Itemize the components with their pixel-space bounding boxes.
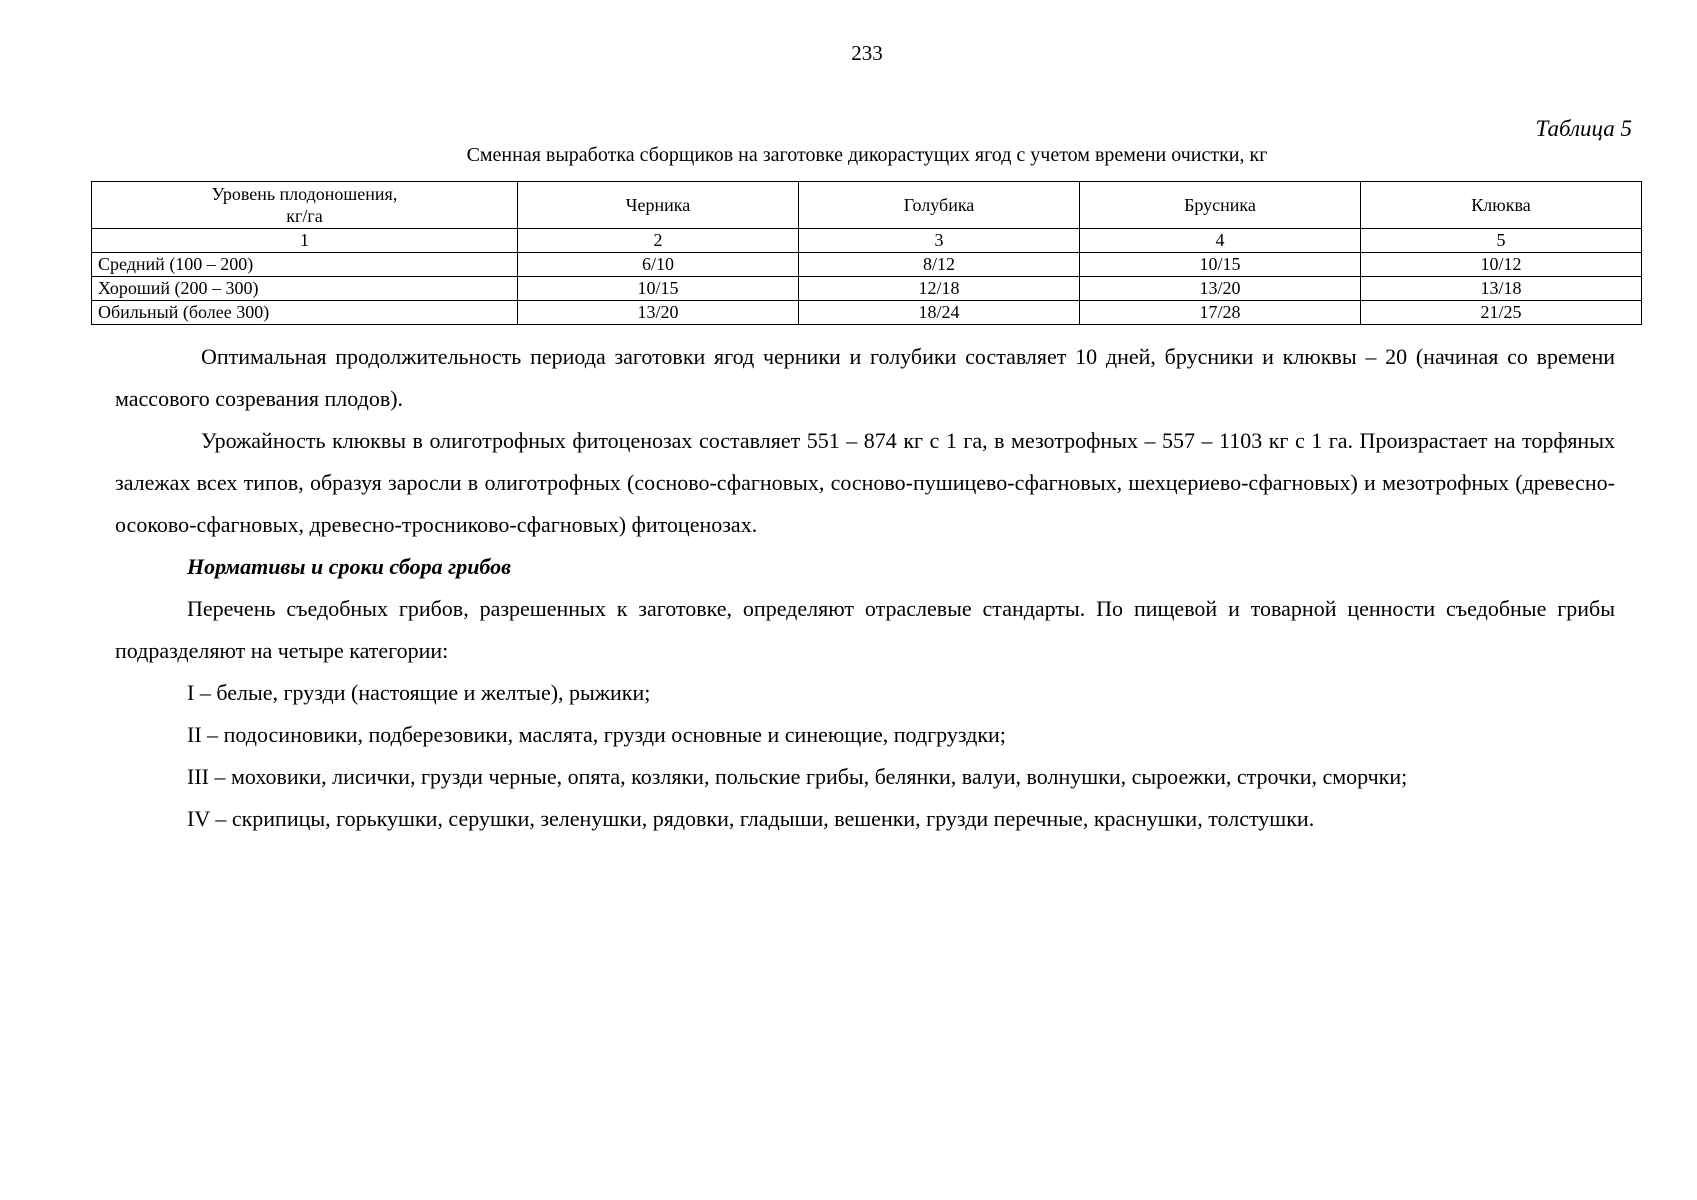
table-row [92, 253, 1642, 277]
list-item: III – моховики, лисички, грузди черные, опята, козляки, польские грибы, белянки, валуи, волнушки, сыроежки, строчки, сморчки; [187, 764, 1408, 789]
header-bog-bilberry: Голубика [799, 182, 1080, 229]
table-title: Сменная выработка сборщиков на заготовке дикорастущих ягод с учетом времени очистки, кг [466, 144, 1268, 166]
table-row [92, 301, 1642, 325]
header-level [92, 182, 518, 229]
paragraph-harvest-period: Оптимальная продолжительность периода заготовки ягод черники и голубики составляет 10 дней, брусники и клюквы – 20 (начиная со времени массового созревания плодов). [115, 344, 1615, 411]
yield-table [91, 181, 1642, 325]
table-header-row [92, 182, 1642, 229]
header-blueberry: Черника [518, 182, 799, 229]
row-label: Хороший (200 – 300) [92, 277, 518, 301]
list-item: IV – скрипицы, горькушки, серушки, зеленушки, рядовки, гладыши, вешенки, грузди перечные, краснушки, толстушки. [187, 806, 1315, 831]
table-cell: 17/28 [1080, 301, 1361, 325]
header-lingonberry: Брусника [1080, 182, 1361, 229]
table-cell: 10/15 [518, 277, 799, 301]
header-level-line1: Уровень плодоношения, [211, 184, 398, 204]
table-label: Таблица 5 [1535, 116, 1632, 141]
table-cell: 10/12 [1361, 253, 1642, 277]
list-item: I – белые, грузди (настоящие и желтые), рыжики; [187, 680, 651, 705]
page-number: 233 [851, 41, 883, 65]
paragraph-cranberry-yield: Урожайность клюквы в олиготрофных фитоценозах составляет 551 – 874 кг с 1 га, в мезотрофных – 557 – 1103 кг с 1 га. Произрастает на торфяных залежах всех типов, образуя заросли в олиготрофных (сосново-сфагновых, сосново-пушицево-сфагновых, шехцериево-сфагновых) и мезотрофных (древесно-осоково-сфагновых, древесно-тросниково-сфагновых) фитоценозах. [115, 428, 1615, 537]
paragraph-mushroom-standards: Перечень съедобных грибов, разрешенных к заготовке, определяют отраслевые стандарты. По пищевой и товарной ценности съедобные грибы подразделяют на четыре категории: [115, 596, 1615, 663]
body-text [115, 336, 1615, 840]
table-cell: 13/18 [1361, 277, 1642, 301]
row-label: Обильный (более 300) [92, 301, 518, 325]
row-label: Средний (100 – 200) [92, 253, 518, 277]
table-cell: 8/12 [799, 253, 1080, 277]
col-number: 3 [799, 229, 1080, 253]
table-cell: 18/24 [799, 301, 1080, 325]
table-cell: 12/18 [799, 277, 1080, 301]
table-cell: 13/20 [1080, 277, 1361, 301]
header-level-line2: кг/га [286, 206, 323, 226]
col-number: 4 [1080, 229, 1361, 253]
table-row [92, 277, 1642, 301]
mushroom-category-list [115, 672, 1615, 840]
col-number: 2 [518, 229, 799, 253]
table-cell: 21/25 [1361, 301, 1642, 325]
table-cell: 13/20 [518, 301, 799, 325]
section-heading: Нормативы и сроки сбора грибов [187, 554, 511, 579]
list-item: II – подосиновики, подберезовики, маслята, грузди основные и синеющие, подгруздки; [187, 722, 1006, 747]
col-number: 5 [1361, 229, 1642, 253]
table-cell: 6/10 [518, 253, 799, 277]
table-cell: 10/15 [1080, 253, 1361, 277]
header-cranberry: Клюква [1361, 182, 1642, 229]
table-number-row [92, 229, 1642, 253]
col-number: 1 [92, 229, 518, 253]
